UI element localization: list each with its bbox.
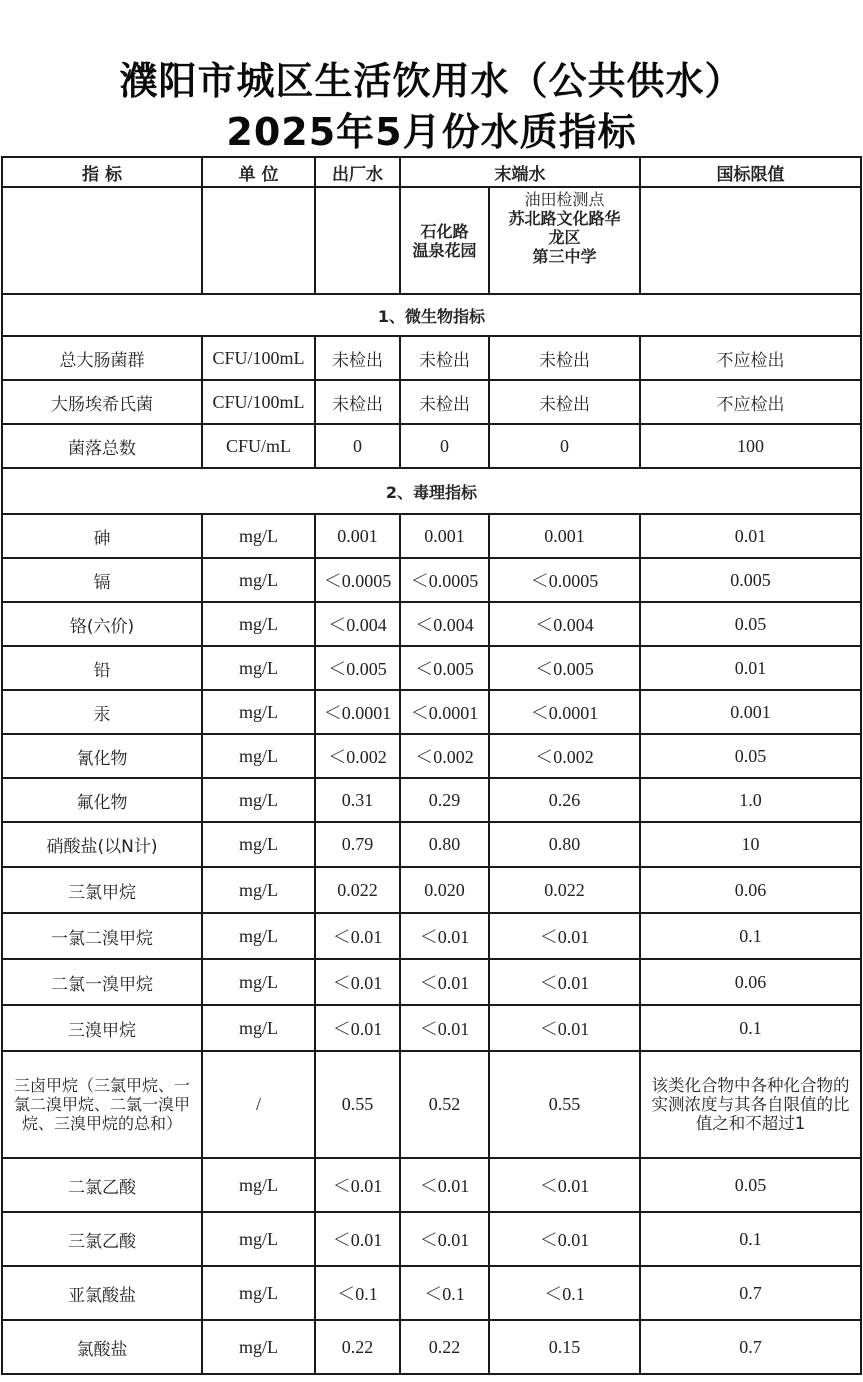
header-factory: 出厂水 (315, 157, 400, 187)
subheader-blank (2, 187, 202, 294)
indicator-cell: 三氯乙酸 (2, 1212, 202, 1266)
site-b-line: 第三中学 (532, 247, 597, 266)
site-b-value: ＜0.002 (489, 734, 640, 778)
site-a-value: 未检出 (400, 380, 489, 424)
unit-cell: / (202, 1051, 315, 1158)
site-b-value: ＜0.0005 (489, 558, 640, 602)
table-row (2, 690, 861, 734)
unit-cell: mg/L (202, 913, 315, 959)
section-micro: 1、微生物指标 (2, 294, 861, 336)
site-a-value: 0.80 (400, 822, 489, 867)
indicator-cell: 大肠埃希氏菌 (2, 380, 202, 424)
limit-value: 0.01 (640, 514, 861, 558)
factory-value: ＜0.004 (315, 602, 400, 646)
indicator-cell: 一氯二溴甲烷 (2, 913, 202, 959)
site-b-value: 0 (489, 424, 640, 468)
site-a-value: ＜0.01 (400, 959, 489, 1005)
unit-cell: mg/L (202, 1320, 315, 1374)
limit-value: 0.05 (640, 734, 861, 778)
factory-value: 0.022 (315, 867, 400, 913)
factory-value: 未检出 (315, 336, 400, 380)
table-row (2, 336, 861, 380)
limit-value: 不应检出 (640, 380, 861, 424)
table-row (2, 602, 861, 646)
subheader-blank (640, 187, 861, 294)
site-a-value: 0.001 (400, 514, 489, 558)
table-row (2, 424, 861, 468)
header-terminal: 末端水 (400, 157, 640, 187)
limit-value: 0.06 (640, 867, 861, 913)
unit-cell: mg/L (202, 1212, 315, 1266)
factory-value: ＜0.1 (315, 1266, 400, 1320)
water-quality-table (1, 156, 862, 1375)
factory-value: ＜0.01 (315, 1158, 400, 1212)
indicator-cell: 砷 (2, 514, 202, 558)
limit-value: 0.05 (640, 602, 861, 646)
site-b-value: ＜0.01 (489, 1212, 640, 1266)
site-a-value: ＜0.01 (400, 913, 489, 959)
indicator-cell: 亚氯酸盐 (2, 1266, 202, 1320)
factory-value: 未检出 (315, 380, 400, 424)
site-a-value: ＜0.01 (400, 1212, 489, 1266)
site-a-value: ＜0.0005 (400, 558, 489, 602)
indicator-cell: 三氯甲烷 (2, 867, 202, 913)
table-row (2, 778, 861, 822)
limit-value: 0.1 (640, 913, 861, 959)
factory-value: ＜0.01 (315, 1005, 400, 1051)
table-row (2, 822, 861, 867)
limit-value: 0.001 (640, 690, 861, 734)
site-a-value: 0.52 (400, 1051, 489, 1158)
table-row (2, 867, 861, 913)
subheader-blank (202, 187, 315, 294)
table-row (2, 646, 861, 690)
site-a-value: ＜0.01 (400, 1005, 489, 1051)
site-b-value: ＜0.01 (489, 913, 640, 959)
unit-cell: mg/L (202, 1158, 315, 1212)
limit-value: 该类化合物中各种化合物的实测浓度与其各自限值的比值之和不超过1 (640, 1051, 861, 1158)
site-a-value: 未检出 (400, 336, 489, 380)
table-row (2, 1005, 861, 1051)
table-row (2, 558, 861, 602)
table-row (2, 514, 861, 558)
report-subtitle: 2025年5月份水质指标 (226, 110, 637, 154)
unit-cell: mg/L (202, 690, 315, 734)
site-b-value: 未检出 (489, 380, 640, 424)
unit-cell: mg/L (202, 778, 315, 822)
factory-value: 0.55 (315, 1051, 400, 1158)
indicator-cell: 菌落总数 (2, 424, 202, 468)
site-b-value: 0.80 (489, 822, 640, 867)
subheader-blank (315, 187, 400, 294)
indicator-cell: 氯酸盐 (2, 1320, 202, 1374)
unit-cell: mg/L (202, 867, 315, 913)
indicator-cell: 硝酸盐(以N计) (2, 822, 202, 867)
site-b-value: 0.55 (489, 1051, 640, 1158)
section-row (2, 468, 861, 514)
limit-value: 10 (640, 822, 861, 867)
site-a-line: 石化路 (420, 221, 469, 241)
unit-cell: CFU/100mL (202, 380, 315, 424)
indicator-cell: 总大肠菌群 (2, 336, 202, 380)
limit-value: 1.0 (640, 778, 861, 822)
site-b-line: 油田检测点 (524, 190, 605, 209)
factory-value: 0.22 (315, 1320, 400, 1374)
site-b-value: ＜0.01 (489, 1158, 640, 1212)
table-row (2, 1051, 861, 1158)
site-b-value: 0.001 (489, 514, 640, 558)
site-b-value: ＜0.1 (489, 1266, 640, 1320)
terminal-site-b (489, 187, 640, 294)
header-limit: 国标限值 (640, 157, 861, 187)
unit-cell: mg/L (202, 1005, 315, 1051)
limit-value: 100 (640, 424, 861, 468)
indicator-cell: 三溴甲烷 (2, 1005, 202, 1051)
limit-value: 0.1 (640, 1005, 861, 1051)
site-a-value: ＜0.01 (400, 1158, 489, 1212)
indicator-cell: 二氯乙酸 (2, 1158, 202, 1212)
table-row (2, 1158, 861, 1212)
header-indicator: 指 标 (2, 157, 202, 187)
site-b-value: ＜0.005 (489, 646, 640, 690)
report-title: 濮阳市城区生活饮用水（公共供水） (119, 59, 744, 103)
unit-cell: mg/L (202, 734, 315, 778)
factory-value: ＜0.002 (315, 734, 400, 778)
site-a-value: ＜0.1 (400, 1266, 489, 1320)
site-b-value: 0.022 (489, 867, 640, 913)
factory-value: 0.31 (315, 778, 400, 822)
table-row (2, 959, 861, 1005)
unit-cell: mg/L (202, 822, 315, 867)
site-b-value: ＜0.01 (489, 959, 640, 1005)
site-b-line: 龙区 (548, 228, 581, 247)
site-a-value: ＜0.005 (400, 646, 489, 690)
indicator-cell: 二氯一溴甲烷 (2, 959, 202, 1005)
limit-value: 0.01 (640, 646, 861, 690)
site-b-line: 苏北路文化路华 (508, 209, 621, 228)
indicator-cell: 氰化物 (2, 734, 202, 778)
table-row (2, 380, 861, 424)
limit-value: 不应检出 (640, 336, 861, 380)
limit-value: 0.1 (640, 1212, 861, 1266)
limit-value: 0.06 (640, 959, 861, 1005)
table-row (2, 1266, 861, 1320)
indicator-cell: 铬(六价) (2, 602, 202, 646)
unit-cell: mg/L (202, 602, 315, 646)
terminal-site-a (400, 187, 489, 294)
section-row (2, 294, 861, 336)
site-b-value: 0.26 (489, 778, 640, 822)
factory-value: ＜0.005 (315, 646, 400, 690)
site-a-value: 0.29 (400, 778, 489, 822)
indicator-cell: 氟化物 (2, 778, 202, 822)
site-b-value: 未检出 (489, 336, 640, 380)
subheader-row (2, 187, 861, 294)
unit-cell: mg/L (202, 558, 315, 602)
site-a-value: ＜0.002 (400, 734, 489, 778)
table-row (2, 1320, 861, 1374)
site-b-value: 0.15 (489, 1320, 640, 1374)
unit-cell: CFU/mL (202, 424, 315, 468)
table-row (2, 1212, 861, 1266)
site-b-value: ＜0.0001 (489, 690, 640, 734)
table-row (2, 913, 861, 959)
limit-value: 0.7 (640, 1320, 861, 1374)
unit-cell: mg/L (202, 514, 315, 558)
section-toxic: 2、毒理指标 (2, 468, 861, 514)
factory-value: ＜0.0005 (315, 558, 400, 602)
indicator-cell: 镉 (2, 558, 202, 602)
factory-value: ＜0.01 (315, 959, 400, 1005)
table-row (2, 734, 861, 778)
site-b-value: ＜0.004 (489, 602, 640, 646)
site-b-value: ＜0.01 (489, 1005, 640, 1051)
site-a-value: 0.020 (400, 867, 489, 913)
factory-value: ＜0.0001 (315, 690, 400, 734)
unit-cell: mg/L (202, 959, 315, 1005)
factory-value: 0 (315, 424, 400, 468)
site-a-line: 温泉花园 (412, 240, 477, 260)
factory-value: ＜0.01 (315, 1212, 400, 1266)
factory-value: 0.001 (315, 514, 400, 558)
header-unit: 单 位 (202, 157, 315, 187)
indicator-cell: 三卤甲烷（三氯甲烷、一氯二溴甲烷、二氯一溴甲烷、三溴甲烷的总和） (2, 1051, 202, 1158)
site-a-value: 0 (400, 424, 489, 468)
unit-cell: mg/L (202, 646, 315, 690)
header-row (2, 157, 861, 187)
limit-value: 0.005 (640, 558, 861, 602)
site-a-value: ＜0.004 (400, 602, 489, 646)
indicator-cell: 铅 (2, 646, 202, 690)
factory-value: ＜0.01 (315, 913, 400, 959)
site-a-value: ＜0.0001 (400, 690, 489, 734)
site-a-value: 0.22 (400, 1320, 489, 1374)
unit-cell: mg/L (202, 1266, 315, 1320)
limit-value: 0.05 (640, 1158, 861, 1212)
unit-cell: CFU/100mL (202, 336, 315, 380)
factory-value: 0.79 (315, 822, 400, 867)
limit-value: 0.7 (640, 1266, 861, 1320)
indicator-cell: 汞 (2, 690, 202, 734)
